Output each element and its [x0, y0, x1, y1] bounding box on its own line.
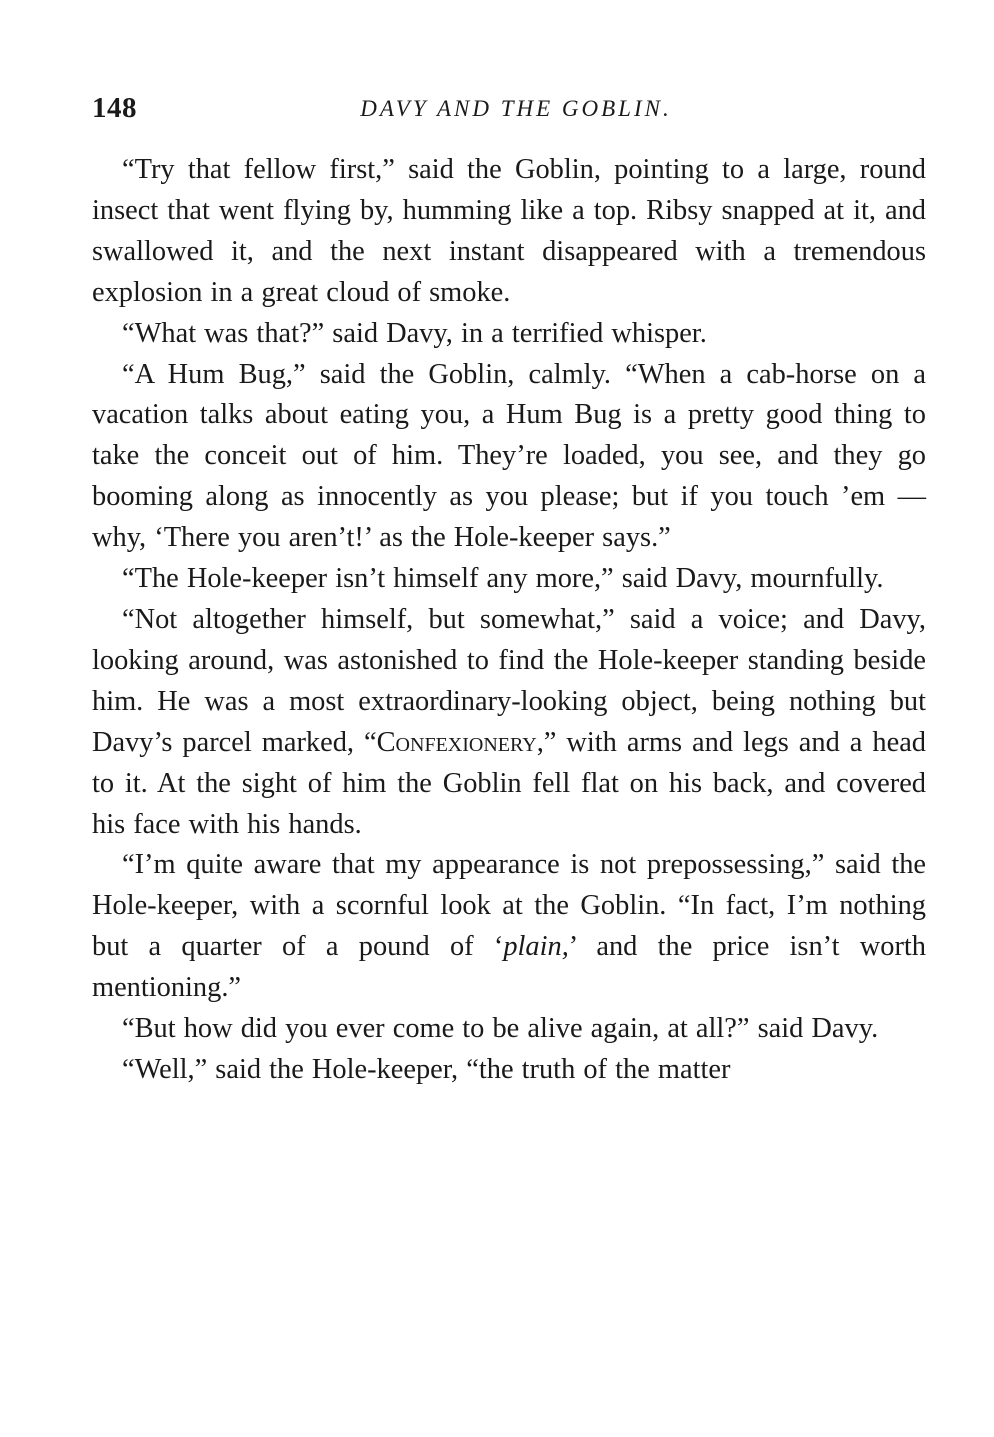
running-head: DAVY AND THE GOBLIN. — [360, 96, 672, 121]
page-header — [92, 92, 926, 128]
paragraph-text: ’ and the price isn’t worth mentioning.” — [92, 931, 926, 1004]
paragraph-text: “I’m quite aware that my appearance is not prepossessing,” said the Hole-keeper, with a scornful look at the Goblin. “In fact, I’m nothing but a quarter of a pound of ‘ — [92, 849, 926, 963]
paragraph: “The Hole-keeper isn’t himself any more,” said Davy, mournfully. — [122, 563, 884, 595]
small-caps-label: Confexionery — [376, 726, 537, 758]
paragraph: “A Hum Bug,” said the Goblin, calmly. “When a cab-horse on a vacation talks about eating you, a Hum Bug is a pretty good thing to take the conceit out of him. They’re loaded, you see, and they go booming along as innocently as you please; but if you touch ’em — why, ‘There you aren’t!’ as the Hole-keeper says.” — [92, 358, 926, 554]
book-page — [92, 92, 926, 1091]
paragraph — [92, 600, 926, 845]
paragraph: “Try that fellow first,” said the Goblin, pointing to a large, round insect that went flying by, humming like a top. Ribsy snapped at it, and swallowed it, and the next instant disappeared with a tremendous explosion in a great cloud of smoke. — [92, 154, 926, 308]
paragraph — [92, 845, 926, 1009]
paragraph-text: ,” with arms and legs and a head to it. At the sight of him the Goblin fell flat on his back, and covered his face with his hands. — [92, 726, 926, 840]
paragraph: “But how did you ever come to be alive again, at all?” said Davy. — [122, 1013, 879, 1045]
page-number: 148 — [92, 92, 137, 124]
italic-word: plain, — [503, 931, 569, 963]
paragraph: “Well,” said the Hole-keeper, “the truth of the matter — [122, 1053, 731, 1085]
paragraph-text: “Not altogether himself, but somewhat,” said a voice; and Davy, looking around, was astonished to find the Hole-keeper standing beside him. He was a most extraordinary-looking object, being nothing but Davy’s parcel marked, “ — [92, 603, 926, 758]
paragraph: “What was that?” said Davy, in a terrified whisper. — [122, 317, 707, 349]
body-text — [92, 150, 926, 1091]
